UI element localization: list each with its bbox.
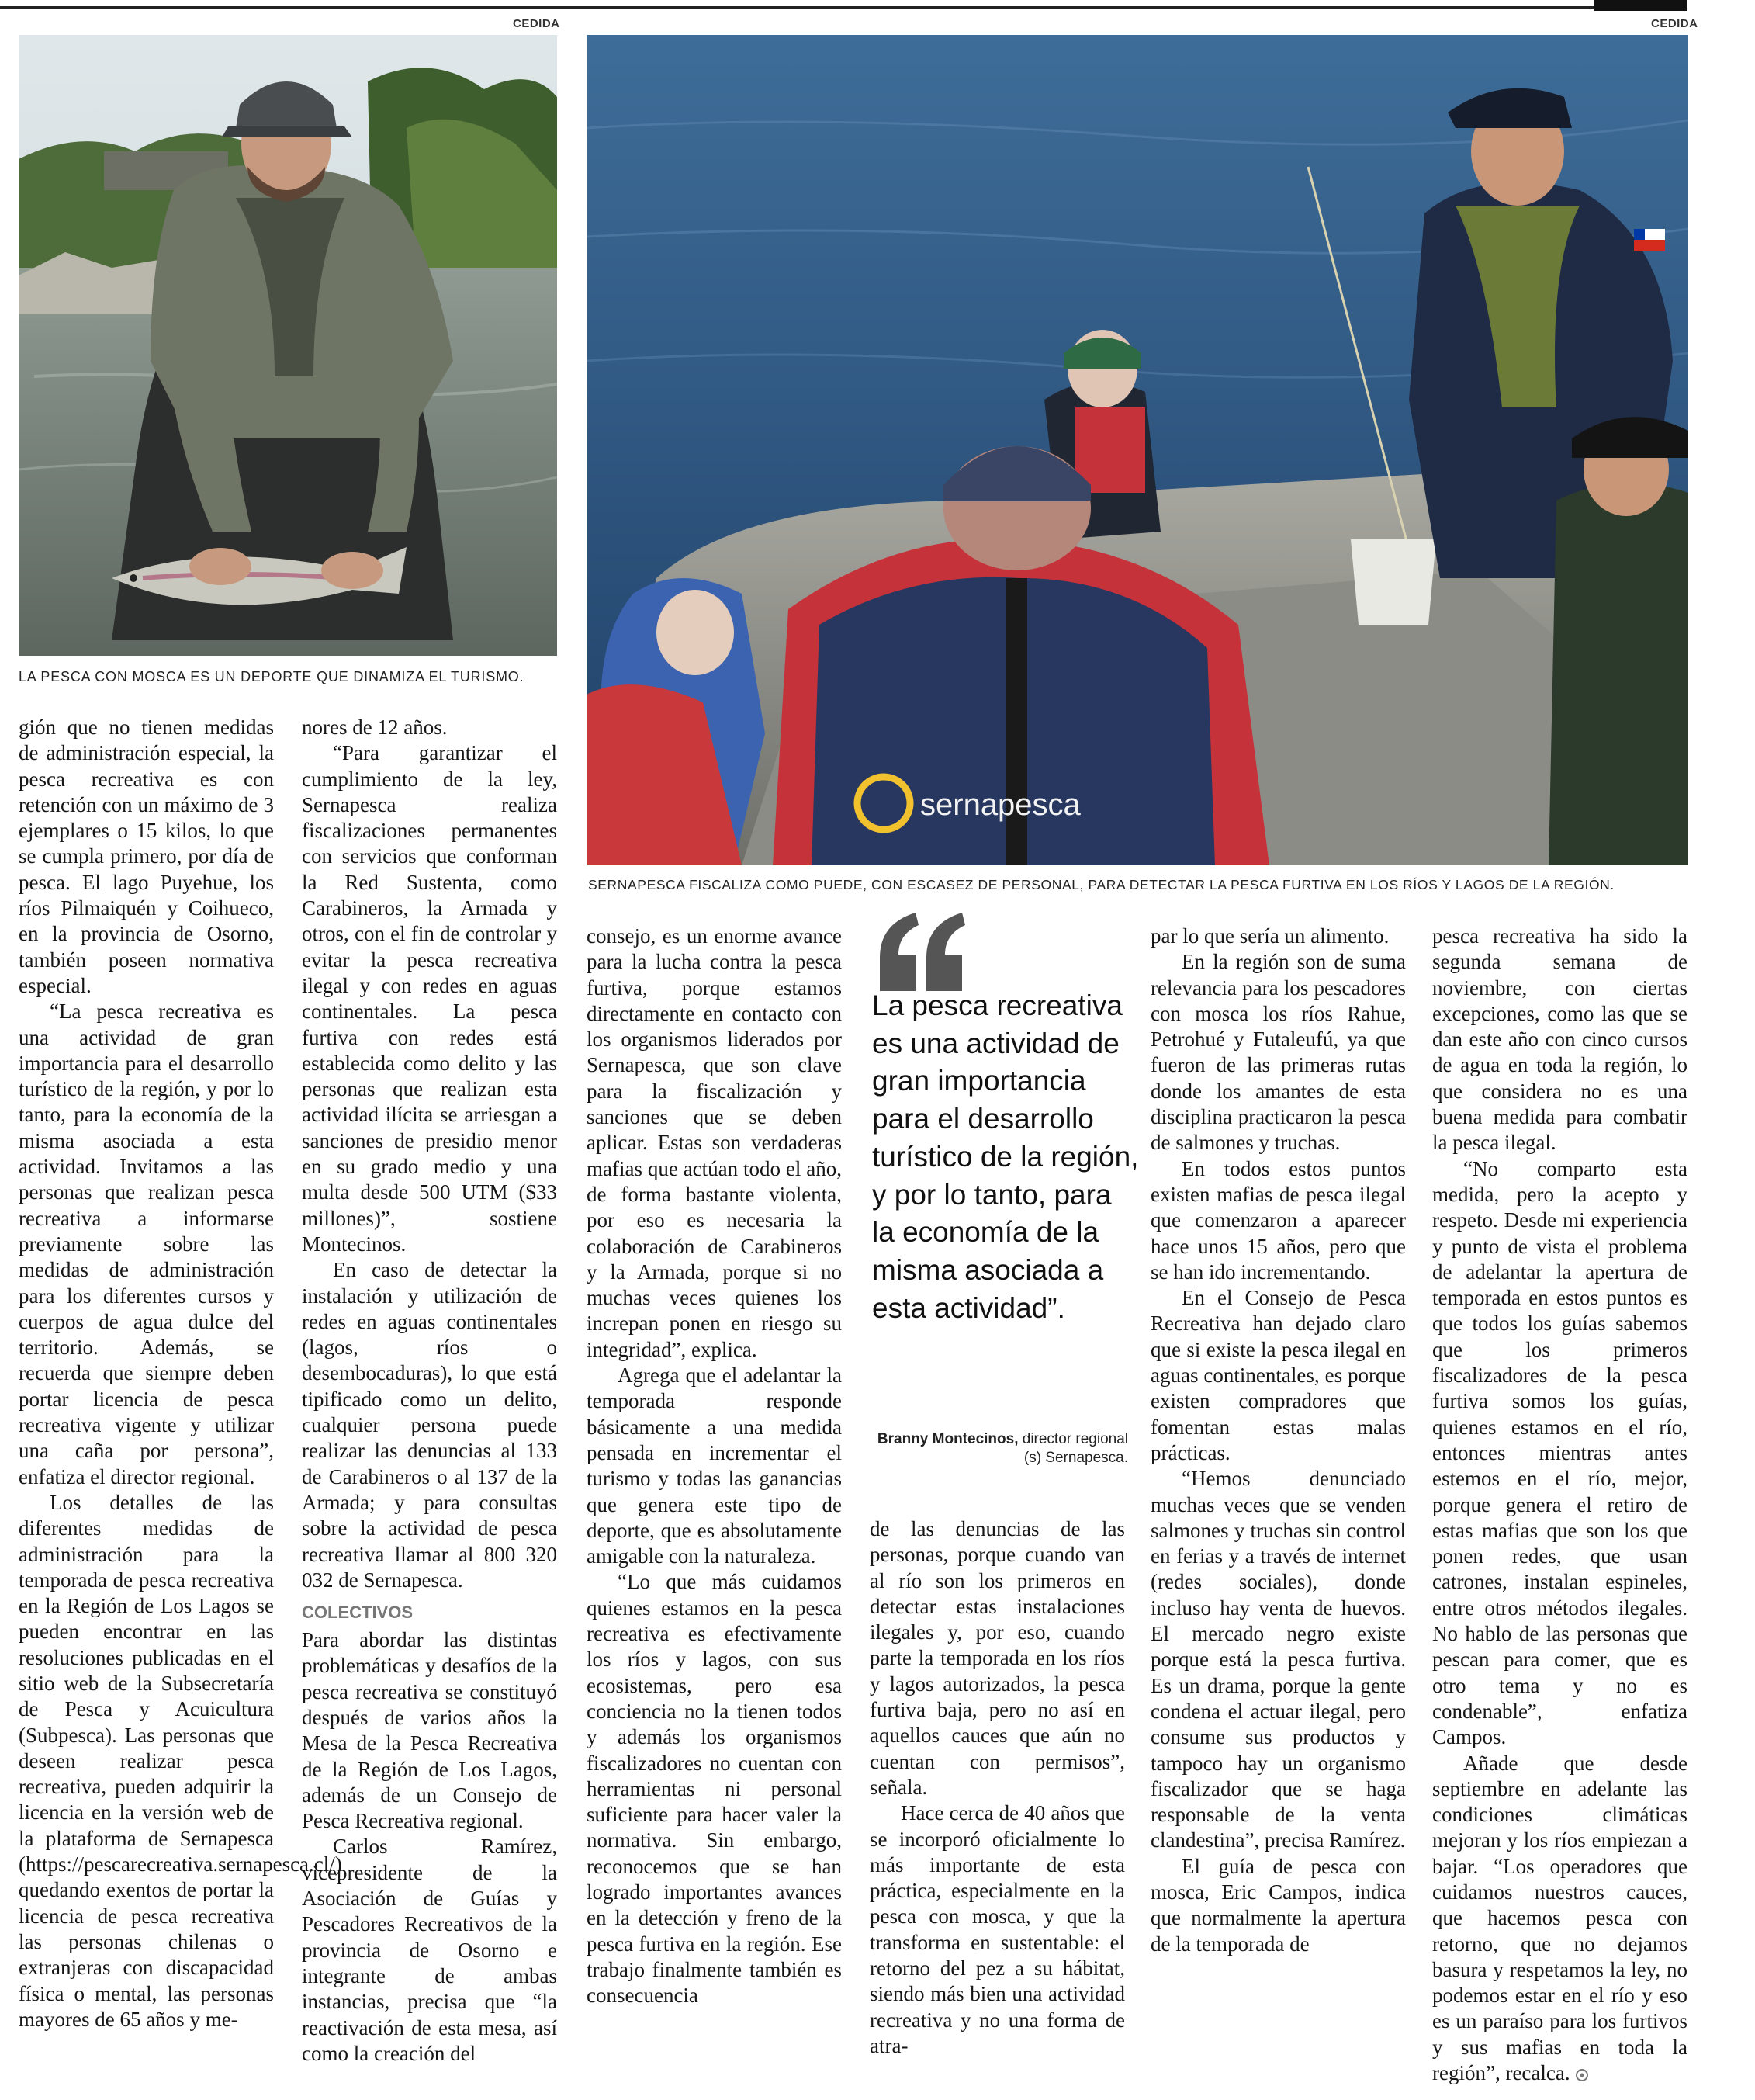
paragraph: “Lo que más cuidamos quienes estamos en la pesca recreativa es efectivamente los ríos y lagos, con sus ecosistemas, pero esa conciencia no la tienen todos y además los organismos fiscalizadores no cuentan con herramientas ni personal suficiente para hacer valer la normativa. Sin embargo, reconocemos que se han logrado importantes avances en la detección y freno de la pesca furtiva en la región. Ese trabajo finalmente también es consecuencia (587, 1570, 842, 2008)
paragraph: “No comparto esta medida, pero la acepto y respeto. Desde mi experiencia y punto de vista el problema de adelantar la apertura de temporada en estos puntos es que todos los guías sabemos que los primeros fiscalizadores de la pesca furtiva somos los guías, quienes estamos en el río, entonces mientras antes estemos en el río, mejor, porque genera el retiro de estas mafias que son los que ponen redes, que usan catrones, instalan espineles, entre otros métodos ilegales. No hablo de las personas que pescan para comer, que es otro tema y no es condenable”, enfatiza Campos. (1432, 1156, 1688, 1749)
paragraph: En caso de detectar la instalación y utilización de redes en aguas continentales (lagos, ríos o desembocaduras), lo que está tipificado como un delito, cualquier persona puede realizar las denuncias al 133 de Carabineros o al 137 de la Armada; y para consultas sobre la actividad de pesca recreativa llamar al 800 320 032 de Sernapesca. (302, 1258, 557, 1592)
top-section-tab (1594, 0, 1688, 11)
right-photo-credit: CEDIDA (1651, 17, 1698, 30)
paragraph: El guía de pesca con mosca, Eric Campos, indica que normalmente la apertura de la temporada de (1151, 1854, 1406, 1956)
subheading-colectivos: COLECTIVOS (302, 1603, 414, 1623)
paragraph: nores de 12 años. (302, 716, 448, 739)
article-column-1 (19, 715, 342, 2032)
paragraph: Los detalles de las diferentes medidas de administración para la temporada de pesca recreativa en la Región de Los Lagos se pueden encontrar en las resoluciones publicadas en el sitio web de la Subsecretaría de Pesca y Acuicultura (Subpesca). Las personas que deseen realizar pesca recreativa, pueden adquirir la licencia en la versión web de la plataforma de Sernapesca (https://pescarecreativa.sernapesca.cl/) quedando exentos de portar la licencia de pesca recreativa las personas chilenas o extranjeras con discapacidad física o mental, las personas mayores de 65 años y me- (19, 1490, 342, 2031)
closing-paragraph-text: Añade que desde septiembre en adelante las condiciones climáticas mejoran y los ríos empiezan a bajar. “Los operadores que cuidamos nuestros cauces, que hacemos pesca con retorno, que no dejamos basura y respetamos la ley, no podemos estar en el río y eso es un paraíso para los furtivos y sus mafias en toda la región”, recalca. (1432, 1751, 1688, 2085)
paragraph: En todos estos puntos existen mafias de pesca ilegal que comenzaron a aparecer hace unos 15 años, pero que se han ido incrementando. (1151, 1156, 1406, 1284)
top-rule (0, 6, 1688, 9)
article-column-3 (587, 924, 842, 2008)
article-column-4 (870, 1516, 1125, 2059)
paragraph: “La pesca recreativa es una actividad de gran importancia para el desarrollo turístico de la región, y por lo tanto, para la economía de la misma asociada a esta actividad. Invitamos a las personas que realizan pesca recreativa a informarse previamente sobre las medidas de administración para los diferentes cursos y cuerpos de agua dulce del territorio. Además, se recuerda que siempre deben portar licencia de pesca recreativa vigente y utilizar una caña por persona”, enfatiza el director regional. (19, 1000, 274, 1488)
paragraph: de las denuncias de las personas, porque cuando van al río son los primeros en detectar estas instalaciones ilegales y, por eso, cuando parte la temporada en los ríos y lagos autorizados, la pesca furtiva baja, pero no así en aquellos cauces que aún no cuentan con permisos”, señala. (870, 1517, 1125, 1799)
article-end-icon (1575, 2068, 1589, 2082)
paragraph: consejo, es un enorme avance para la lucha contra la pesca furtiva, porque estamos directamente en contacto con los organismos liderados por Sernapesca, que son clave para la fiscalización y sanciones que se deben aplicar. Estas son verdaderas mafias que actúan todo el año, de forma bastante violenta, por eso es necesaria la colaboración de Carabineros y la Armada, porque si no muchas veces quienes los increpan ponen en riesgo su integridad”, explica. (587, 924, 842, 1361)
paragraph: pesca recreativa ha sido la segunda semana de noviembre, con ciertas excepciones, como las que se dan este año con cinco cursos de agua en toda la región, lo que considera no es una buena medida para combatir la pesca ilegal. (1432, 924, 1688, 1155)
boat-inspection-illustration (587, 35, 1688, 865)
pull-quote: La pesca recreativa es una actividad de gran importancia para el desarrollo turístico de la región, y por lo tanto, para la economía de la misma asociada a esta actividad”. (872, 989, 1139, 1324)
quote-author: Branny Montecinos, (877, 1431, 1019, 1447)
sernapesca-vest-logo: sernapesca (920, 788, 1081, 822)
quote-author-role: director regional (s) Sernapesca. (1018, 1431, 1128, 1466)
left-photo-caption: LA PESCA CON MOSCA ES UN DEPORTE QUE DINAMIZA EL TURISMO. (19, 669, 524, 684)
paragraph: Hace cerca de 40 años que se incorporó oficialmente lo más importante de esta práctica, especialmente en la pesca con mosca, y que la transforma en sustentable: el retorno del pez a su hábitat, siendo más bien una actividad recreativa y no una forma de atra- (870, 1801, 1125, 2057)
paragraph: En el Consejo de Pesca Recreativa han dejado claro que si existe la pesca ilegal en aguas continentales, es porque existen compradores que fomentan estas malas prácticas. (1151, 1286, 1406, 1464)
left-photo-credit: CEDIDA (513, 17, 560, 30)
paragraph: “Hemos denunciado muchas veces que se venden salmones y truchas sin control en ferias y a través de internet (redes sociales), donde incluso hay venta de huevos. El mercado negro existe porque está la pesca furtiva. Es un drama, porque la gente condena el actuar ilegal, pero consume sus productos y tampoco hay un organismo fiscalizador que se haga responsable de la venta clandestina”, precisa Ramírez. (1151, 1467, 1406, 1852)
fly-fisherman-illustration (19, 35, 557, 656)
article-column-6 (1432, 924, 1688, 2086)
quotation-mark-icon (875, 910, 968, 995)
paragraph: Agrega que el adelantar la temporada responde básicamente a una medida pensada en incrementar el turismo y todas las ganancias que genera este tipo de deporte, que es absolutamente amigable con la naturaleza. (587, 1364, 842, 1568)
paragraph: Para abordar las distintas problemáticas y desafíos de la pesca recreativa se constituyó después de varios años la Mesa de la Pesca Recreativa de la Región de Los Lagos, además de un Consejo de Pesca Recreativa regional. (302, 1628, 557, 1833)
pull-quote-attribution (872, 1430, 1128, 1468)
paragraph: En la región son de suma relevancia para los pescadores con mosca los ríos Rahue, Petrohué y Futaleufú, ya que fueron de las primeras rutas donde los amantes de esta disciplina practicaron la pesca de salmones y truchas. (1151, 950, 1406, 1155)
article-column-5 (1151, 924, 1406, 1957)
paragraph: gión que no tienen medidas de administración especial, la pesca recreativa es con retención con un máximo de 3 ejemplares o 15 kilos, lo que se cumpla primero, por día de pesca. El lago Puyehue, los ríos Pilmaiquén y Coihueco, en la provincia de Osorno, también poseen normativa especial. (19, 716, 274, 997)
paragraph: “Para garantizar el cumplimiento de la ley, Sernapesca realiza fiscalizaciones permanentes con servicios que conforman la Red Sustenta, como Carabineros, la Armada y otros, con el fin de controlar y evitar la pesca recreativa ilegal y con redes en aguas continentales. La pesca furtiva con redes está establecida como delito y las personas que realizan esta actividad ilícita se arriesgan a sanciones de presidio menor en su grado medio y una multa desde 500 UTM ($33 millones)”, sostiene Montecinos. (302, 741, 557, 1256)
paragraph: Carlos Ramírez, vicepresidente de la Asociación de Guías y Pescadores Recreativos de la provincia de Osorno e integrante de ambas instancias, precisa que “la reactivación de esta mesa, así como la creación del (302, 1835, 557, 2065)
article-column-2 (302, 715, 557, 2067)
fly-fisherman-photo (19, 35, 557, 656)
sernapesca-inspection-photo (587, 35, 1688, 865)
right-photo-caption: SERNAPESCA FISCALIZA COMO PUEDE, CON ESCASEZ DE PERSONAL, PARA DETECTAR LA PESCA FURTIVA EN LOS RÍOS Y LAGOS DE LA REGIÓN. (588, 877, 1615, 892)
paragraph: par lo que sería un alimento. (1151, 924, 1390, 948)
paragraph (1432, 1751, 1688, 2087)
